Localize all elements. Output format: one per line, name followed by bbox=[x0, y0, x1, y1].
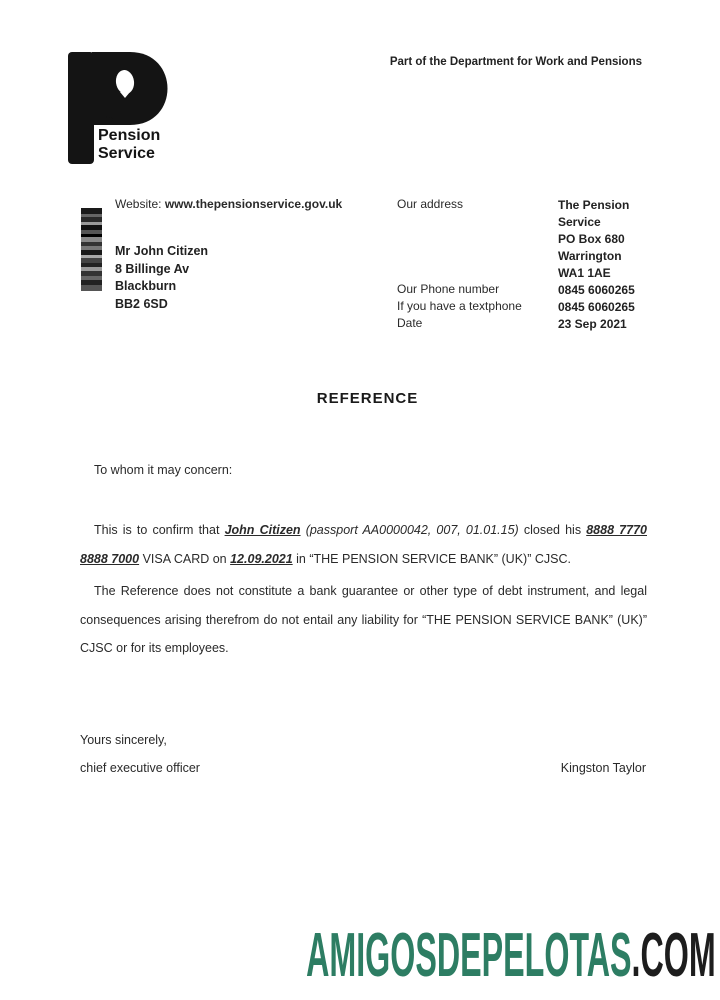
website-row bbox=[115, 197, 342, 211]
logo-text-pension: Pension bbox=[98, 127, 161, 144]
textphone-value: 0845 6060265 bbox=[558, 300, 635, 314]
recipient-city: Blackburn bbox=[115, 279, 177, 293]
our-address-label: Our address bbox=[397, 197, 464, 211]
paragraph-confirmation: This is to confirm that John Citizen (passport AA0000042, 007, 01.01.15) closed his 8888 7770 8888 7000 VISA CARD on 12.09.2021 in “THE PENSION SERVICE BANK” (UK)” CJSC. bbox=[80, 523, 647, 566]
sender-details bbox=[558, 197, 678, 333]
sender-org-line1: The Pension bbox=[558, 198, 630, 212]
date-label: Date bbox=[397, 316, 423, 330]
letter-body bbox=[80, 516, 647, 663]
signer-name: Kingston Taylor bbox=[560, 761, 646, 775]
letter-title: REFERENCE bbox=[316, 390, 419, 407]
website-label: Website: bbox=[115, 197, 162, 211]
pension-p-icon bbox=[68, 52, 192, 166]
recipient-name: Mr John Citizen bbox=[115, 244, 209, 258]
website-url: www.thepensionservice.gov.uk bbox=[164, 197, 343, 211]
sender-city: Warrington bbox=[558, 249, 622, 263]
logo-text-service: Service bbox=[98, 145, 155, 162]
logo-text-the: The bbox=[98, 114, 116, 125]
textphone-label: If you have a textphone bbox=[397, 299, 522, 313]
recipient-address bbox=[115, 243, 208, 313]
recipient-postcode: BB2 6SD bbox=[115, 296, 168, 311]
valediction: Yours sincerely, bbox=[80, 733, 167, 747]
signer-role: chief executive officer bbox=[80, 761, 200, 775]
watermark-suffix: .COM bbox=[631, 921, 716, 990]
department-line: Part of the Department for Work and Pensions bbox=[389, 56, 642, 68]
phone-label: Our Phone number bbox=[397, 282, 500, 296]
pension-service-logo bbox=[68, 52, 192, 166]
paragraph-disclaimer: The Reference does not constitute a bank guarantee or other type of debt instrument, and legal consequences arising therefrom do not entail any liability for “THE PENSION SERVICE BANK” (UK)” CJSC or for its employees. bbox=[80, 584, 647, 655]
sender-org-line2: Service bbox=[558, 215, 601, 229]
site-watermark bbox=[306, 920, 716, 991]
phone-value: 0845 6060265 bbox=[558, 283, 635, 297]
sender-pobox: PO Box 680 bbox=[558, 232, 625, 246]
salutation: To whom it may concern: bbox=[94, 463, 233, 477]
date-value: 23 Sep 2021 bbox=[558, 317, 627, 331]
watermark-primary: AMIGOSDEPELOTAS bbox=[306, 921, 632, 990]
barcode bbox=[81, 208, 102, 291]
sender-postcode: WA1 1AE bbox=[558, 266, 611, 280]
signature-row bbox=[80, 761, 646, 775]
recipient-street: 8 Billinge Av bbox=[115, 261, 190, 276]
